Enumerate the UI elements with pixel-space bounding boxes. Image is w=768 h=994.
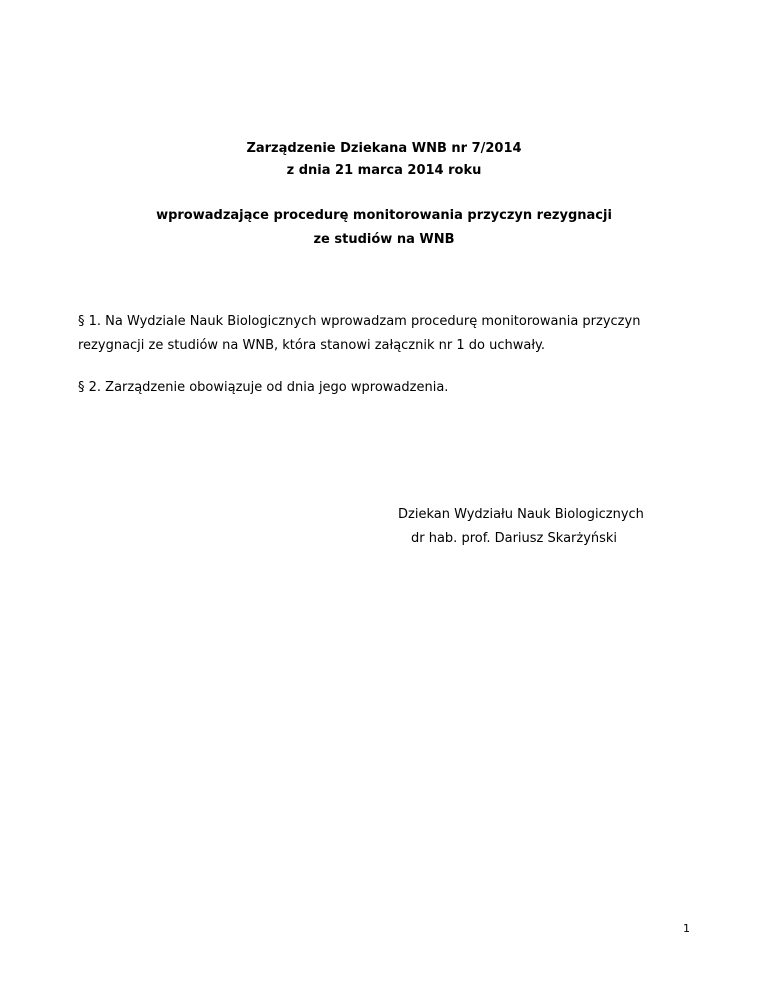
- page-number: 1: [683, 922, 690, 935]
- signature-name: dr hab. prof. Dariusz Skarżyński: [411, 531, 618, 546]
- document-subject-line1: wprowadzające procedurę monitorowania przyczyn rezygnacji: [156, 208, 612, 223]
- document-title: Zarządzenie Dziekana WNB nr 7/2014: [246, 141, 522, 156]
- document-date: z dnia 21 marca 2014 roku: [286, 163, 482, 178]
- paragraph-1: § 1. Na Wydziale Nauk Biologicznych wprowadzam procedurę monitorowania przyczyn rezygnacji ze studiów na WNB, która stanowi załącznik nr 1 do uchwały.: [78, 314, 641, 353]
- document-subject-line2: ze studiów na WNB: [313, 232, 455, 247]
- paragraph-2: § 2. Zarządzenie obowiązuje od dnia jego wprowadzenia.: [78, 380, 449, 395]
- signature-position: Dziekan Wydziału Nauk Biologicznych: [398, 507, 644, 522]
